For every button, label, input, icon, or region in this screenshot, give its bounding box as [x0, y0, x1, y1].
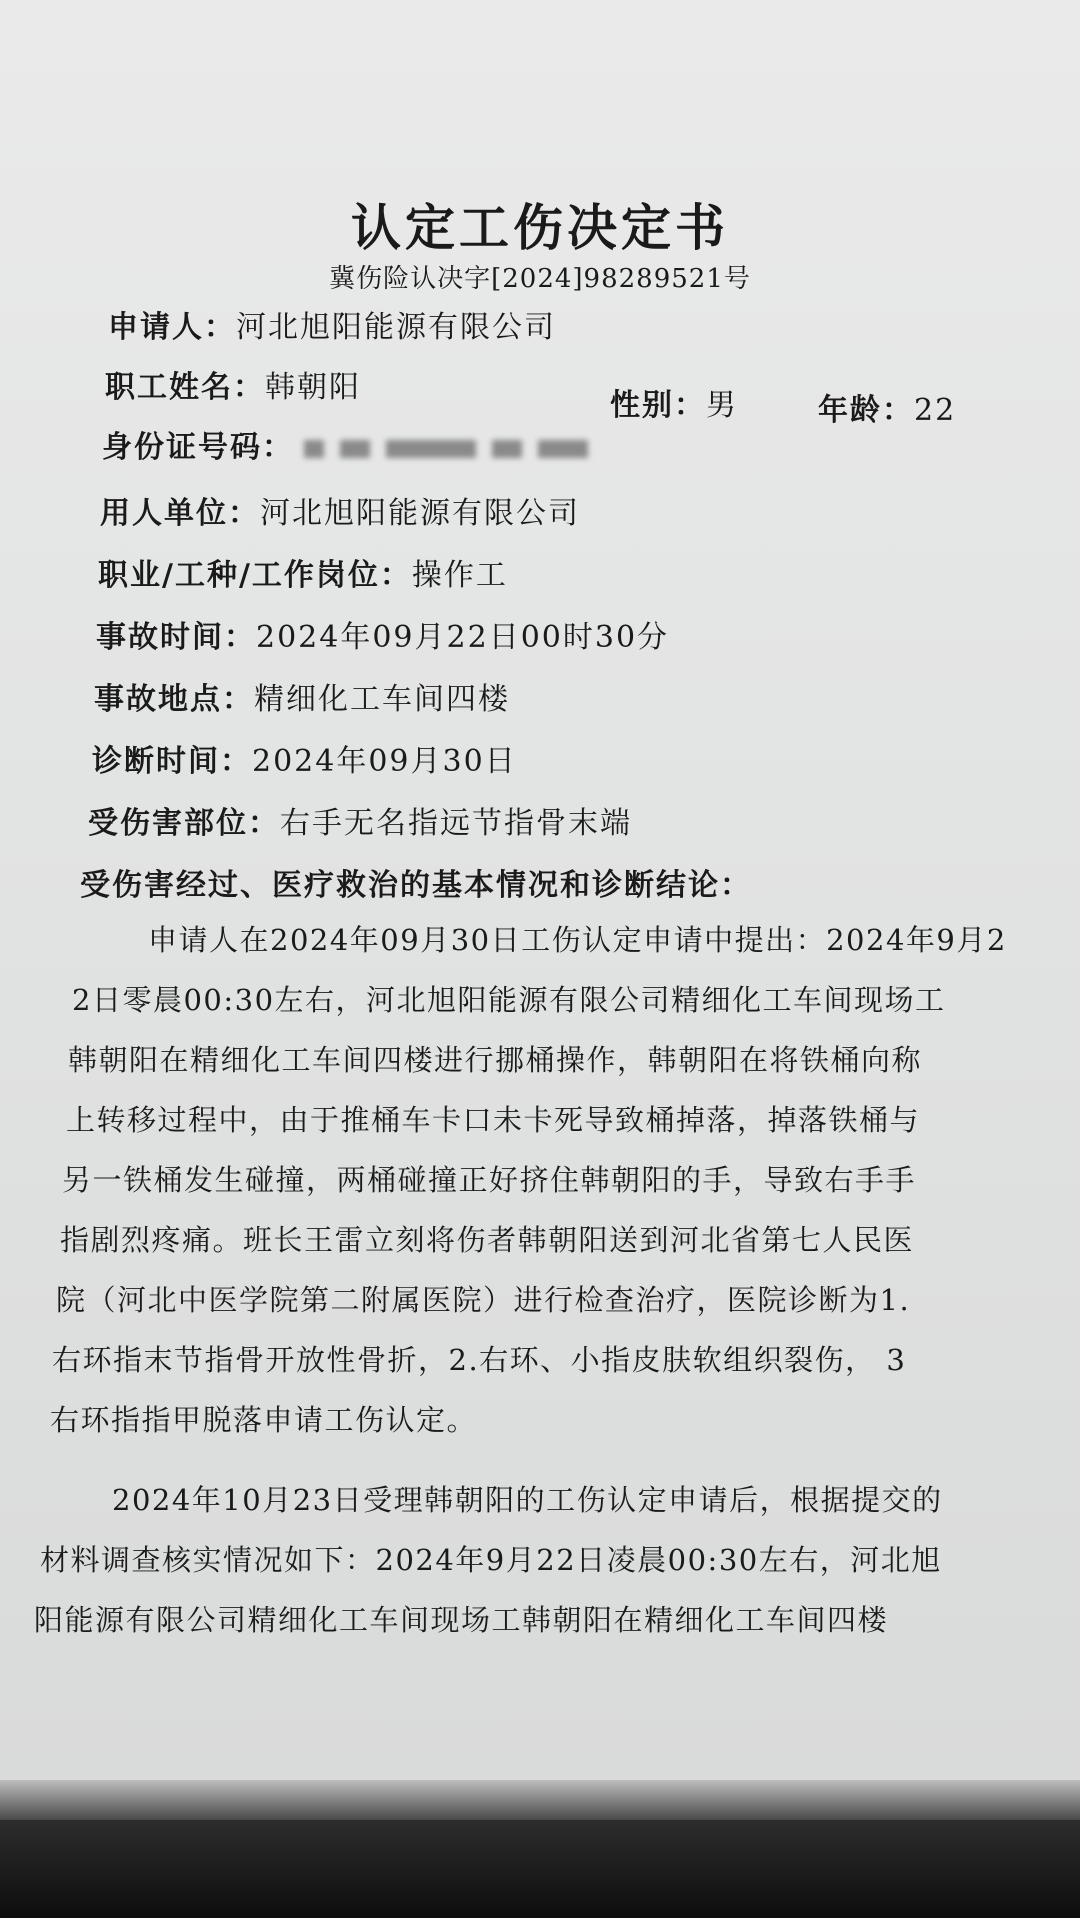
body-line: 指剧烈疼痛。班长王雷立刻将伤者韩朝阳送到河北省第七人民医 [60, 1223, 915, 1257]
body-line: 2024年10月23日受理韩朝阳的工伤认定申请后，根据提交的 [112, 1483, 943, 1517]
gender-value: 男 [706, 388, 738, 423]
body-line: 院（河北中医学院第二附属医院）进行检查治疗，医院诊断为1. [56, 1283, 911, 1317]
employer-value: 河北旭阳能源有限公司 [260, 496, 580, 531]
section-heading: 受伤害经过、医疗救治的基本情况和诊断结论： [80, 868, 752, 903]
diagnosis-time-field [92, 736, 517, 780]
id-number-field [102, 422, 604, 466]
paper-edge-shadow [0, 1780, 1080, 1820]
occupation-field [98, 550, 508, 594]
accident-place-label: 事故地点： [94, 682, 254, 717]
body-line: 上转移过程中，由于推桶车卡口未卡死导致桶掉落，掉落铁桶与 [66, 1103, 921, 1137]
gender-field [610, 380, 738, 424]
accident-place-field [94, 674, 510, 718]
body-line: 材料调查核实情况如下：2024年9月22日凌晨00:30左右，河北旭 [40, 1543, 942, 1577]
occupation-value: 操作工 [411, 558, 508, 593]
accident-place-value: 精细化工车间四楼 [254, 682, 510, 717]
id-number-redacted [304, 430, 604, 465]
occupation-label: 职业/工种/工作岗位： [98, 558, 412, 593]
applicant-value: 河北旭阳能源有限公司 [236, 310, 556, 345]
body-line: 阳能源有限公司精细化工车间现场工韩朝阳在精细化工车间四楼 [34, 1603, 889, 1637]
body-line: 2日零晨00:30左右，河北旭阳能源有限公司精细化工车间现场工 [72, 983, 946, 1017]
age-label: 年龄： [818, 393, 914, 428]
body-line: 申请人在2024年09月30日工伤认定申请中提出：2024年9月2 [148, 923, 1007, 957]
body-line: 右环指指甲脱落申请工伤认定。 [50, 1403, 478, 1437]
diagnosis-time-value: 2024年09月30日 [252, 744, 517, 779]
gender-label: 性别： [610, 388, 706, 423]
applicant-field [108, 302, 556, 346]
body-line: 另一铁桶发生碰撞，两桶碰撞正好挤住韩朝阳的手，导致右手手 [62, 1163, 917, 1197]
age-value: 22 [914, 393, 957, 428]
diagnosis-time-label: 诊断时间： [92, 744, 252, 779]
worker-name-label: 职工姓名： [105, 370, 265, 405]
injury-part-value: 右手无名指远节指骨末端 [280, 806, 632, 841]
applicant-label: 申请人： [108, 310, 236, 345]
employer-label: 用人单位： [100, 496, 260, 531]
id-number-label: 身份证号码： [102, 430, 294, 465]
body-line: 右环指末节指骨开放性骨折，2.右环、小指皮肤软组织裂伤， 3 [52, 1343, 907, 1377]
worker-name-value: 韩朝阳 [265, 370, 361, 405]
document-number: 冀伤险认决字[2024]98289521号 [329, 264, 751, 294]
injury-part-label: 受伤害部位： [88, 806, 280, 841]
injury-part-field [88, 798, 632, 842]
accident-time-label: 事故时间： [96, 620, 256, 655]
accident-time-value: 2024年09月22日00时30分 [256, 620, 670, 655]
age-field [818, 385, 956, 429]
worker-name-field [105, 362, 361, 406]
employer-field [100, 488, 580, 532]
body-line: 韩朝阳在精细化工车间四楼进行挪桶操作，韩朝阳在将铁桶向称 [68, 1043, 923, 1077]
accident-time-field [96, 612, 669, 656]
document-title: 认定工伤决定书 [351, 198, 729, 257]
